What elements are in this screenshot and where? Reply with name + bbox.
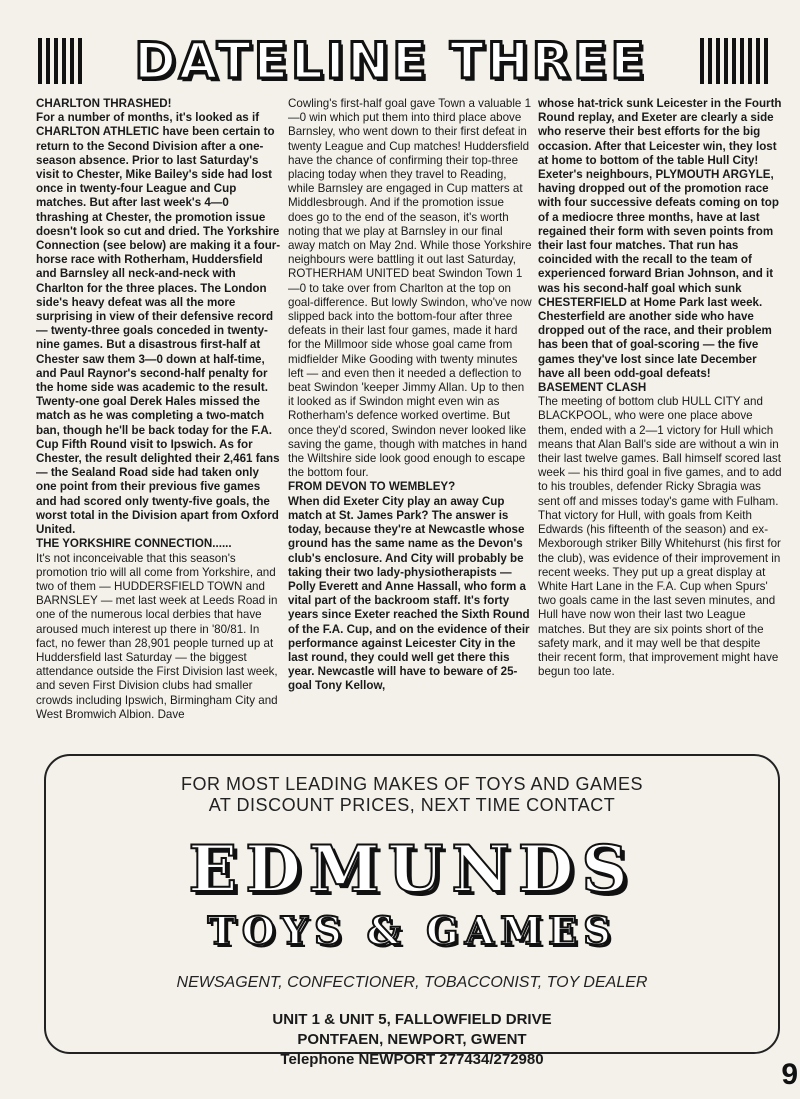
article-columns [36,97,782,747]
decorative-bars-right [700,38,768,84]
ad-telephone: Telephone NEWPORT 277434/272980 [280,1051,544,1068]
ad-address-line-1: UNIT 1 & UNIT 5, FALLOWFIELD DRIVE [272,1011,552,1028]
article-text-yorkshire: It's not inconceivable that this season's promotion trio will all come from Yorkshire, and two of them — HUDDERSFIELD TOWN and BARNSLEY — met last week at Leeds Road in one of the numerous local derbies that have aroused much interest up there in '80/81. In fact, no fewer than 28,901 people turned up at Huddersfield last Saturday — the biggest attendance outside the First Division last week, and seven First Division clubs had smaller crowds including Ipswich, Birmingham City and West Bromwich Albion. Dave [36,551,278,721]
ad-tagline-2: AT DISCOUNT PRICES, NEXT TIME CONTACT [208,795,616,815]
ad-address-line-2: PONTFAEN, NEWPORT, GWENT [297,1031,527,1048]
ad-trade-line: NEWSAGENT, CONFECTIONER, TOBACCONIST, TOY DEALER [176,974,648,991]
section-heading-yorkshire: THE YORKSHIRE CONNECTION...... [36,537,232,551]
page-number: 9 [781,1058,798,1091]
article-text-devon: When did Exeter City play an away Cup match at St. James Park? The answer is today, because they're at Newcastle whose ground has the same name as the Devon's club's enclosure. And City will probably be taking their two lady-physiotherapists — Polly Everett and Anne Hassall, who form a vital part of the backroom staff. It's forty years since Exeter reached the Sixth Round of the F.A. Cup, and on the evidence of their performance against Leicester City in the last round, they could well get there this year. Newcastle will have to beware of 25-goal Tony Kellow, [288,494,530,693]
masthead [38,30,768,92]
article-text-rotherham: Cowling's first-half goal gave Town a valuable 1—0 win which put them into third place above Barnsley, who went down to their first defeat in twenty League and Cup matches! Huddersfield have the chance of confirming their top-three placing today when they travel to Reading, while Barnsley are engaged in Cup matters at Middlesbrough. And if the promotion issue does go to the end of the season, it's worth noting that we play at Barnsley in our final away match on May 2nd. While those Yorkshire neighbours were battling it out last Saturday, ROTHERHAM UNITED beat Swindon Town 1—0 to take over from Charlton at the top on goal-difference. But lowly Swindon, who've now slipped back into the bottom-four after three defeats in their last four games, made it hard for the Millmoor side whose goal came from midfielder Mike Gooding with twenty minutes left — and even then it needed a deflection to beat Swindon 'keeper Jimmy Allan. Up to then it looked as if Swindon might even win as Rotherham's defence worked overtime. But once they'd scored, Swindon never looked like saving the game, though with matches in hand the Wiltshire side look good enough to escape the bottom four. [288,97,532,480]
ad-brand-name: EDMUNDS [188,832,636,907]
column-1 [36,97,282,747]
ad-brand-subtitle: TOYS & GAMES [207,908,617,953]
column-3 [538,97,784,747]
article-text-plymouth: whose hat-trick sunk Leicester in the Fourth Round replay, and Exeter are clearly a side who reserve their best efforts for the big occasion. After that Leicester win, they lost at home to bottom of the table Hull City! Exeter's neighbours, PLYMOUTH ARGYLE, having dropped out of the promotion race with four successive defeats coming on top of a mediocre three months, have at last regained their form with seven points from their last four matches. That run has coincided with the recall to the team of experienced forward Brian Johnson, and it was his second-half goal which sunk CHESTERFIELD at Home Park last week. Chesterfield are another side who have dropped out of the race, and their problem has been that of goal-scoring — the five games they've lost since late December have all been odd-goal defeats! [538,97,782,380]
section-heading-devon: FROM DEVON TO WEMBLEY? [288,480,456,494]
article-text-charlton: For a number of months, it's looked as if CHARLTON ATHLETIC have been certain to return to the Second Division after a one-season absence. Prior to last Saturday's visit to Chester, Mike Bailey's side had lost once in twenty-four League and Cup matches. But after last week's 4—0 thrashing at Chester, the promotion issue doesn't look so cut and dried. The Yorkshire Connection (see below) are making it a four-horse race with Rotherham, Huddersfield and Barnsley all neck-and-neck with Charlton for the three places. The London side's heavy defeat was all the more surprising in view of their defensive record — twenty-three goals conceded in twenty-nine games. But a disastrous first-half at Chester saw them 3—0 down at half-time, and Paul Raynor's second-half penalty for the home side was academic to the result. Twenty-one goal Derek Hales missed the match as he was completing a two-match ban, though he'll be back today for the F.A. Cup Fifth Round visit to Ipswich. As for Chester, the result delighted their 2,461 fans — the Sealand Road side had taken only one point from their previous five games and had scored only twenty-five goals, the worst total in the Division apart from Oxford United. [36,111,281,537]
ad-tagline-1: FOR MOST LEADING MAKES OF TOYS AND GAMES [180,774,644,794]
advertisement-box [44,754,780,1068]
decorative-bars-left [38,38,82,84]
ad-address [46,1010,778,1070]
section-heading-basement: BASEMENT CLASH [538,381,647,395]
page-title: DATELINE THREE [134,32,648,90]
section-heading-charlton: CHARLTON THRASHED! [36,97,172,110]
article-text-basement: The meeting of bottom club HULL CITY and BLACKPOOL, who were one place above them, ended with a 2—1 victory for Hull which means that Alan Ball's side are without a win in their last twelve games. Ball himself scored last week — his third goal in five games, and to add to his troubles, defender Ricky Sbragia was sent off and misses today's game with Fulham. That victory for Hull, with goals from Keith Edwards (his fifteenth of the season) and ex-Mexborough striker Billy Whitehurst (his first for the club), was evidence of their improvement in recent weeks. They put up a great display at White Hart Lane in the F.A. Cup when Spurs' two goals came in the last seven minutes, and Hull have now won their last two League matches. But they are six points short of the safety mark, and it may well be that despite their recent form, that improvement might have begun too late. [538,395,782,679]
column-2 [288,97,532,747]
